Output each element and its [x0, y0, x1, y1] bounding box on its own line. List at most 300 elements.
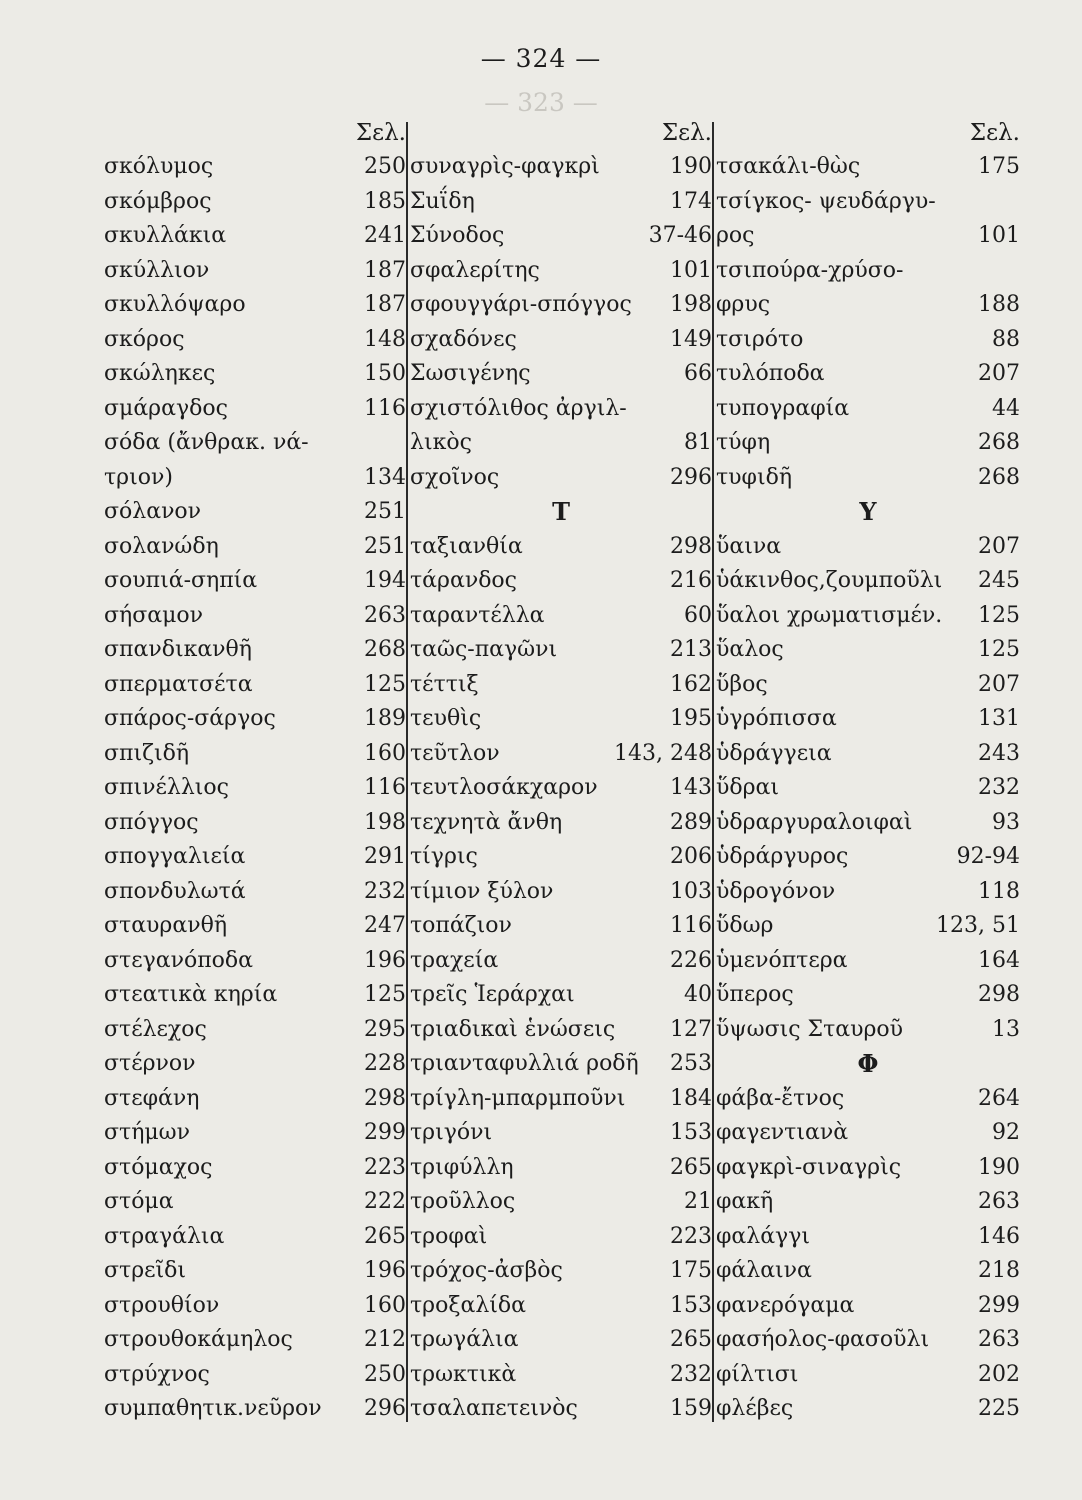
entry-term: ταραντέλλα	[410, 602, 545, 628]
entry-page: 198	[670, 292, 712, 317]
entry-page: 159	[670, 1396, 712, 1421]
entry-term: Σύνοδος	[410, 223, 505, 248]
entry-page: 146	[978, 1223, 1020, 1249]
entry-page: 149	[670, 326, 712, 352]
entry-page: 160	[364, 740, 406, 766]
entry-term: τρωγάλια	[410, 1327, 519, 1352]
index-entry	[104, 1013, 406, 1048]
entry-term: τεῦτλον	[410, 740, 500, 766]
entry-term: στέλεχος	[104, 1016, 207, 1042]
entry-term: τρεῖς Ἱεράρχαι	[410, 982, 575, 1007]
entry-page: 250	[364, 154, 406, 179]
entry-page: 265	[364, 1223, 406, 1249]
index-entry	[410, 254, 712, 289]
entry-page: 185	[364, 188, 406, 214]
index-entry	[716, 1082, 1020, 1117]
index-entry	[716, 219, 1020, 254]
entry-page: 92-94	[956, 844, 1020, 869]
entry-page: 190	[978, 1154, 1020, 1180]
index-entry	[410, 1047, 712, 1082]
entry-term: τύφη	[716, 430, 771, 455]
entry-term: σφαλερίτης	[410, 257, 540, 283]
entry-page: 103	[670, 878, 712, 904]
entry-page: 298	[364, 1085, 406, 1111]
index-entry	[716, 840, 1020, 875]
entry-term: ὕαινα	[716, 533, 782, 559]
entry-term: φίλτισι	[716, 1361, 799, 1387]
index-entry	[410, 530, 712, 565]
entry-page: 164	[978, 947, 1020, 973]
column-rule	[712, 122, 714, 1422]
entry-term: ὕπερος	[716, 982, 794, 1007]
entry-page: 21	[684, 1189, 712, 1214]
entry-term: τριον)	[104, 464, 173, 490]
entry-term: σφουγγάρι-σπόγγος	[410, 292, 632, 317]
entry-page: 162	[670, 671, 712, 697]
entry-page: 116	[670, 913, 712, 938]
index-entry	[410, 1323, 712, 1358]
index-entry	[716, 875, 1020, 910]
entry-term: ὑδράργυρος	[716, 844, 849, 869]
index-entry	[410, 185, 712, 220]
entry-term: τριφύλλη	[410, 1154, 514, 1180]
index-entry	[104, 599, 406, 634]
entry-term: σπανδικανθῆ	[104, 637, 252, 662]
entry-term: φρυς	[716, 292, 771, 317]
column-rule	[406, 122, 408, 1422]
index-entry	[716, 323, 1020, 358]
entry-page: 125	[364, 671, 406, 697]
entry-term: σπονδυλωτά	[104, 878, 246, 904]
index-entry	[716, 1116, 1020, 1151]
entry-term: σπερματσέτα	[104, 671, 253, 697]
entry-page: 195	[670, 706, 712, 731]
entry-page: 196	[364, 1258, 406, 1283]
entry-term: φάλαινα	[716, 1258, 812, 1283]
index-entry	[716, 150, 1020, 185]
entry-page: 153	[670, 1120, 712, 1145]
entry-page: 232	[364, 878, 406, 904]
entry-term: σπινέλλιος	[104, 775, 229, 800]
index-entry	[410, 840, 712, 875]
entry-term: στήμων	[104, 1120, 190, 1145]
entry-page: 232	[978, 775, 1020, 800]
entry-page: 207	[978, 671, 1020, 697]
entry-term: στεγανόποδα	[104, 947, 254, 973]
entry-term: ὕβος	[716, 671, 768, 697]
index-entry	[716, 1185, 1020, 1220]
entry-page: 66	[684, 361, 712, 386]
index-entry	[410, 461, 712, 496]
entry-term: τραχεία	[410, 947, 499, 973]
index-entry	[104, 150, 406, 185]
index-entry	[716, 288, 1020, 323]
index-entry	[716, 1289, 1020, 1324]
entry-page: 37-46	[648, 223, 712, 248]
index-entry	[410, 1185, 712, 1220]
entry-page: 263	[978, 1189, 1020, 1214]
index-entry	[410, 357, 712, 392]
entry-page	[1014, 254, 1020, 289]
index-entry	[716, 909, 1020, 944]
entry-page: 265	[670, 1327, 712, 1352]
index-entry	[410, 323, 712, 358]
entry-page: 125	[978, 602, 1020, 628]
entry-term: στρουθοκάμηλος	[104, 1327, 293, 1352]
index-entry	[716, 633, 1020, 668]
entry-term: τροφαὶ	[410, 1223, 488, 1249]
entry-term: ταῶς-παγῶνι	[410, 637, 558, 662]
entry-term: σπογγαλιεία	[104, 844, 246, 869]
entry-term: φακῆ	[716, 1189, 774, 1214]
entry-term: σόλανον	[104, 499, 202, 524]
entry-term: σμάραγδος	[104, 395, 228, 421]
index-entry	[410, 806, 712, 841]
entry-page: 296	[364, 1396, 406, 1421]
entry-page: 296	[670, 464, 712, 490]
index-entry	[104, 1116, 406, 1151]
entry-page: 60	[684, 602, 712, 628]
entry-page: 125	[364, 982, 406, 1007]
entry-term: ὑδρογόνον	[716, 878, 836, 904]
index-entry	[104, 944, 406, 979]
entry-page: 40	[684, 982, 712, 1007]
entry-term: τίγρις	[410, 844, 478, 869]
entry-term: σήσαμον	[104, 602, 203, 628]
index-entry	[410, 875, 712, 910]
entry-term: σκόρος	[104, 326, 185, 352]
entry-term: τίμιον ξύλον	[410, 878, 554, 904]
index-entry	[104, 1289, 406, 1324]
index-entry	[410, 1151, 712, 1186]
entry-page: 299	[978, 1292, 1020, 1318]
entry-term: τάρανδος	[410, 568, 518, 593]
page-number: — 324 —	[480, 44, 602, 73]
entry-term: σπάρος-σάργος	[104, 706, 276, 731]
entry-page: 241	[364, 223, 406, 248]
entry-page: 228	[364, 1051, 406, 1076]
entry-term: τεχνητὰ ἄνθη	[410, 809, 563, 835]
entry-term: ὕαλος	[716, 637, 784, 662]
index-entry	[716, 702, 1020, 737]
index-entry	[716, 1254, 1020, 1289]
entry-term: φασήολος-φασοῦλι	[716, 1327, 930, 1352]
entry-page: 93	[992, 809, 1020, 835]
index-entry	[716, 185, 1020, 220]
entry-term: σόδα (ἄνθρακ. νά-	[104, 430, 309, 455]
index-entry	[410, 1082, 712, 1117]
index-entry	[410, 1254, 712, 1289]
entry-page: 250	[364, 1361, 406, 1387]
entry-page: 263	[364, 602, 406, 628]
entry-page: 88	[992, 326, 1020, 352]
entry-page: 268	[978, 430, 1020, 455]
entry-term: στεφάνη	[104, 1085, 200, 1111]
entry-page: 299	[364, 1120, 406, 1145]
index-entry	[716, 254, 1020, 289]
entry-page: 268	[978, 464, 1020, 490]
entry-term: Τ	[552, 497, 570, 526]
entry-term: ταξιανθία	[410, 533, 523, 559]
entry-page: 207	[978, 361, 1020, 386]
index-entry	[716, 599, 1020, 634]
index-entry	[410, 909, 712, 944]
entry-term: φαγεντιανὰ	[716, 1120, 849, 1145]
index-entry	[410, 771, 712, 806]
section-letter	[716, 495, 1020, 530]
index-entry	[410, 737, 712, 772]
index-entry	[410, 1289, 712, 1324]
entry-term: στρεῖδι	[104, 1258, 187, 1283]
index-entry	[104, 1392, 406, 1427]
index-entry	[104, 1358, 406, 1393]
entry-page: 212	[364, 1327, 406, 1352]
index-column-3	[716, 116, 1020, 1427]
index-entry	[104, 978, 406, 1013]
index-entry	[410, 564, 712, 599]
entry-term: φάβα-ἔτνος	[716, 1085, 845, 1111]
entry-page: 194	[364, 568, 406, 593]
entry-term: τέττιξ	[410, 671, 479, 697]
index-entry	[716, 1151, 1020, 1186]
index-entry	[104, 1254, 406, 1289]
entry-page: 291	[364, 844, 406, 869]
entry-page: 223	[670, 1223, 712, 1249]
entry-term: τροξαλίδα	[410, 1292, 526, 1318]
entry-term: φλέβες	[716, 1396, 794, 1421]
index-entry	[410, 426, 712, 461]
entry-page: 198	[364, 809, 406, 835]
entry-term: τυπογραφία	[716, 395, 850, 421]
entry-page: 218	[978, 1258, 1020, 1283]
entry-term: τυφιδῆ	[716, 464, 793, 490]
entry-page: 123, 51	[936, 913, 1020, 938]
entry-page: 207	[978, 533, 1020, 559]
entry-page: 44	[992, 395, 1020, 421]
entry-page: 268	[364, 637, 406, 662]
index-entry	[104, 633, 406, 668]
index-entry	[410, 633, 712, 668]
section-letter	[410, 495, 712, 530]
index-entry	[104, 323, 406, 358]
index-entry	[410, 599, 712, 634]
entry-page: 225	[978, 1396, 1020, 1421]
index-entry	[716, 1392, 1020, 1427]
entry-page: 101	[670, 257, 712, 283]
entry-term: στραγάλια	[104, 1223, 225, 1249]
entry-term: λικὸς	[410, 430, 472, 455]
entry-term: φαλάγγι	[716, 1223, 810, 1249]
entry-term: τριανταφυλλιά ροδῆ	[410, 1051, 639, 1076]
index-entry	[410, 1392, 712, 1427]
entry-term: Φ	[857, 1049, 879, 1078]
entry-term: σκώληκες	[104, 361, 216, 386]
entry-term: τευθὶς	[410, 706, 482, 731]
entry-term: σκύλλιον	[104, 257, 210, 283]
entry-page: 223	[364, 1154, 406, 1180]
index-entry	[104, 564, 406, 599]
entry-page: 101	[978, 223, 1020, 248]
entry-term: τριγόνι	[410, 1120, 493, 1145]
index-entry	[716, 530, 1020, 565]
index-entry	[104, 530, 406, 565]
index-entry	[104, 392, 406, 427]
entry-term: Σωσιγένης	[410, 361, 531, 386]
entry-page: 226	[670, 947, 712, 973]
entry-page: 245	[978, 568, 1020, 593]
entry-term: τρίγλη-μπαρμποῦνι	[410, 1085, 626, 1111]
entry-term: φαγκρὶ-σιναγρὶς	[716, 1154, 902, 1180]
entry-page: 118	[978, 878, 1020, 904]
entry-page: 150	[364, 361, 406, 386]
entry-term: σουπιά-σηπία	[104, 568, 258, 593]
index-entry	[716, 978, 1020, 1013]
index-entry	[716, 1220, 1020, 1255]
index-entry	[716, 392, 1020, 427]
index-entry	[716, 1323, 1020, 1358]
entry-term: ὑδράγγεια	[716, 740, 832, 766]
index-entry	[716, 771, 1020, 806]
entry-page: 143	[670, 775, 712, 800]
entry-term: τοπάζιον	[410, 913, 512, 938]
entry-page: 190	[670, 154, 712, 179]
entry-page: 153	[670, 1292, 712, 1318]
entry-term: ρος	[716, 223, 755, 248]
entry-page: 127	[670, 1016, 712, 1042]
entry-term: στόμα	[104, 1189, 174, 1214]
index-entry	[410, 978, 712, 1013]
index-entry	[104, 219, 406, 254]
entry-term: φανερόγαμα	[716, 1292, 855, 1318]
entry-page: 213	[670, 637, 712, 662]
index-entry	[410, 1220, 712, 1255]
entry-term: στρύχνος	[104, 1361, 210, 1387]
index-entry	[104, 495, 406, 530]
entry-page: 125	[978, 637, 1020, 662]
entry-term: τροῦλλος	[410, 1189, 516, 1214]
index-entry	[410, 702, 712, 737]
column-header: Σελ.	[355, 120, 406, 146]
entry-term: τσίγκος- ψευδάργυ-	[716, 188, 936, 214]
entry-page: 216	[670, 568, 712, 593]
column-header: Σελ.	[661, 120, 712, 146]
index-entry	[104, 909, 406, 944]
entry-term: σχοῖνος	[410, 464, 500, 490]
entry-term: σκόλυμος	[104, 154, 214, 179]
entry-term: ὕψωσις Σταυροῦ	[716, 1016, 904, 1042]
entry-page	[400, 426, 406, 461]
index-entry	[104, 668, 406, 703]
entry-page: 81	[684, 430, 712, 455]
index-entry	[104, 737, 406, 772]
index-entry	[104, 806, 406, 841]
entry-term: σκυλλάκια	[104, 223, 227, 248]
entry-page: 174	[670, 188, 712, 214]
entry-term: σπιζιδῆ	[104, 740, 190, 766]
entry-page: 289	[670, 809, 712, 835]
entry-term: τευτλοσάκχαρον	[410, 775, 598, 800]
index-entry	[410, 1116, 712, 1151]
index-entry	[410, 668, 712, 703]
entry-page: 187	[364, 257, 406, 283]
index-entry	[716, 944, 1020, 979]
entry-page: 202	[978, 1361, 1020, 1387]
entry-page: 298	[670, 533, 712, 559]
index-entry	[716, 806, 1020, 841]
entry-page: 232	[670, 1361, 712, 1387]
entry-page: 13	[992, 1016, 1020, 1042]
entry-page: 243	[978, 740, 1020, 766]
entry-page: 160	[364, 1292, 406, 1318]
index-entry	[410, 1013, 712, 1048]
entry-page: 92	[992, 1120, 1020, 1145]
entry-page: 175	[670, 1258, 712, 1283]
index-entry	[104, 288, 406, 323]
entry-page: 188	[978, 292, 1020, 317]
index-entry	[104, 1151, 406, 1186]
index-entry	[104, 1323, 406, 1358]
index-entry	[104, 702, 406, 737]
entry-page	[706, 392, 712, 427]
entry-page	[1014, 185, 1020, 220]
entry-term: στρουθίον	[104, 1292, 220, 1318]
index-entry	[410, 944, 712, 979]
index-entry	[104, 254, 406, 289]
index-entry	[716, 1358, 1020, 1393]
entry-term: τσιπούρα-χρύσο-	[716, 257, 904, 283]
entry-page: 116	[364, 775, 406, 800]
entry-term: στέρνον	[104, 1051, 196, 1076]
entry-page: 222	[364, 1189, 406, 1214]
index-entry	[104, 771, 406, 806]
entry-page: 206	[670, 844, 712, 869]
entry-term: σπόγγος	[104, 809, 199, 835]
entry-page: 175	[978, 154, 1020, 179]
index-entry	[104, 357, 406, 392]
entry-term: σολανώδη	[104, 533, 219, 559]
index-entry	[104, 1082, 406, 1117]
index-entry	[716, 1013, 1020, 1048]
index-entry	[104, 1047, 406, 1082]
index-entry	[716, 668, 1020, 703]
entry-page: 247	[364, 913, 406, 938]
entry-page: 148	[364, 326, 406, 352]
entry-term: Υ	[859, 497, 877, 526]
index-entry	[104, 461, 406, 496]
entry-page: 196	[364, 947, 406, 973]
section-letter	[716, 1047, 1020, 1082]
entry-page: 263	[978, 1327, 1020, 1352]
entry-term: σχαδόνες	[410, 326, 517, 352]
entry-page: 251	[364, 533, 406, 559]
entry-page: 298	[978, 982, 1020, 1007]
entry-page: 116	[364, 395, 406, 421]
index-entry	[104, 875, 406, 910]
index-column-1	[104, 116, 406, 1427]
entry-term: στεατικὰ κηρία	[104, 982, 278, 1007]
index-entry	[716, 564, 1020, 599]
entry-term: τσιρότο	[716, 326, 804, 352]
entry-term: ὕδωρ	[716, 913, 774, 938]
entry-page: 189	[364, 706, 406, 731]
index-entry	[104, 840, 406, 875]
entry-page: 134	[364, 464, 406, 490]
index-entry	[716, 461, 1020, 496]
index-entry	[716, 737, 1020, 772]
entry-term: τριαδικαὶ ἑνώσεις	[410, 1016, 616, 1042]
entry-term: τρωκτικὰ	[410, 1361, 517, 1387]
entry-page: 131	[978, 706, 1020, 731]
